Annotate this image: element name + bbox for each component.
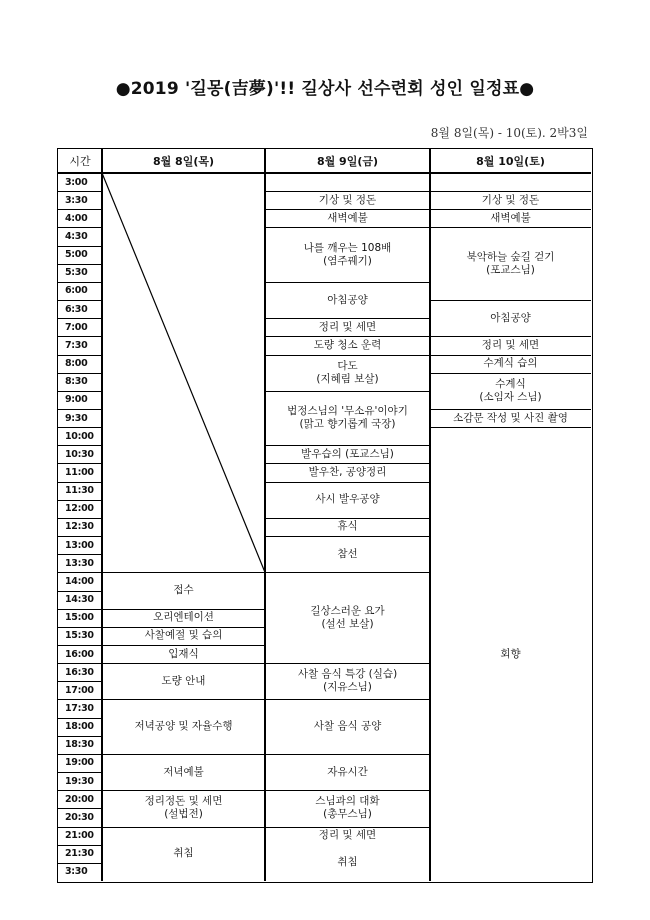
- time-slot-label: 19:00: [65, 757, 94, 769]
- grid-line: [58, 536, 102, 537]
- grid-line: [58, 191, 102, 192]
- time-slot-label: 9:30: [65, 412, 88, 424]
- day-column-header: 8월 9일(금): [316, 154, 379, 168]
- time-slot-label: 9:00: [65, 394, 88, 406]
- time-slot-label: 13:00: [65, 539, 94, 551]
- grid-line: [58, 863, 102, 864]
- grid-line: [58, 463, 102, 464]
- day1-event: 정리정돈 및 세면 (설법전): [144, 795, 223, 821]
- time-slot-label: 5:00: [65, 249, 88, 261]
- time-slot-label: 17:30: [65, 703, 94, 715]
- grid-line: [58, 845, 102, 846]
- grid-line: [58, 264, 102, 265]
- day2-event: 다도 (지혜림 보살): [316, 359, 379, 385]
- time-slot-label: 8:00: [65, 358, 88, 370]
- day2-event: 취침: [337, 856, 358, 869]
- day2-event: 도량 청소 운력: [313, 338, 382, 351]
- day2-event: 정리 및 세면: [318, 829, 377, 842]
- time-slot-label: 7:30: [65, 339, 88, 351]
- grid-line: [58, 554, 102, 555]
- day2-event: 법정스님의 '무소유'이야기 (맑고 향기롭게 국장): [287, 405, 408, 431]
- grid-line: [58, 645, 102, 646]
- day2-event: 발우찬, 공양정리: [308, 466, 387, 479]
- time-slot-label: 3:30: [65, 194, 88, 206]
- grid-line: [58, 409, 102, 410]
- time-slot-label: 10:00: [65, 430, 94, 442]
- diagonal-stroke: [102, 173, 265, 572]
- time-slot-label: 4:00: [65, 212, 88, 224]
- grid-line: [58, 500, 102, 501]
- grid-line: [58, 572, 102, 573]
- day2-event: 아침공양: [327, 293, 368, 306]
- time-column-header: 시간: [69, 154, 91, 168]
- grid-line: [58, 754, 102, 755]
- day1-event: 오리엔테이션: [153, 611, 214, 624]
- grid-line: [58, 391, 102, 392]
- time-slot-label: 16:30: [65, 666, 94, 678]
- grid-line: [58, 209, 102, 210]
- day1-event: 도량 안내: [161, 674, 206, 687]
- day2-event: 자유시간: [327, 765, 368, 778]
- day2-event: 스님과의 대화 (총무스님): [315, 795, 380, 821]
- time-slot-label: 6:30: [65, 303, 88, 315]
- grid-line: [58, 699, 102, 700]
- grid-line: [58, 318, 102, 319]
- day1-event: 사찰예절 및 습의: [144, 629, 223, 642]
- grid-line: [58, 227, 102, 228]
- day2-event: 정리 및 세면: [318, 320, 377, 333]
- day3-event: 수계식 (소임자 스님): [479, 377, 542, 403]
- grid-line: [58, 355, 102, 356]
- day1-event: 입재식: [168, 647, 199, 660]
- day2-event: 새벽예불: [327, 211, 368, 224]
- time-slot-label: 21:30: [65, 848, 94, 860]
- grid-line: [58, 427, 102, 428]
- time-slot-label: 18:30: [65, 739, 94, 751]
- day-column-header: 8월 10일(토): [476, 154, 545, 168]
- day1-event: 취침: [173, 847, 194, 860]
- grid-line: [58, 808, 102, 809]
- date-range-subtitle: 8월 8일(목) - 10(토). 2박3일: [430, 126, 588, 140]
- page-title: ●2019 '길몽(吉夢)'!! 길상사 선수련회 성인 일정표●: [115, 79, 535, 99]
- time-slot-label: 17:00: [65, 684, 94, 696]
- time-slot-label: 5:30: [65, 267, 88, 279]
- time-slot-label: 20:00: [65, 793, 94, 805]
- grid-line: [58, 373, 102, 374]
- day3-event: 기상 및 정돈: [481, 193, 540, 206]
- grid-line: [58, 336, 102, 337]
- time-slot-label: 4:30: [65, 231, 88, 243]
- grid-line: [58, 681, 102, 682]
- grid-line: [58, 300, 102, 301]
- time-slot-label: 3:00: [65, 176, 88, 188]
- day2-event: 사찰 음식 공양: [313, 720, 382, 733]
- time-slot-label: 15:00: [65, 612, 94, 624]
- day3-event: 아침공양: [490, 311, 531, 324]
- grid-line: [58, 663, 102, 664]
- day-column-header: 8월 8일(목): [152, 154, 215, 168]
- time-slot-label: 10:30: [65, 448, 94, 460]
- schedule-table: [57, 148, 593, 883]
- grid-line: [58, 282, 102, 283]
- day3-event: 수계식 습의: [483, 357, 538, 370]
- time-slot-label: 6:00: [65, 285, 88, 297]
- day3-event: 북악하늘 숲길 걷기 (포교스님): [466, 250, 555, 276]
- time-slot-label: 18:00: [65, 721, 94, 733]
- time-slot-label: 14:00: [65, 575, 94, 587]
- day2-event: 길상스러운 요가 (설선 보살): [310, 604, 385, 630]
- time-slot-label: 21:00: [65, 830, 94, 842]
- grid-line: [58, 609, 102, 610]
- day3-event: 소감문 작성 및 사진 촬영: [453, 411, 568, 424]
- time-slot-label: 12:30: [65, 521, 94, 533]
- time-slot-label: 11:00: [65, 467, 94, 479]
- time-slot-label: 3:30: [65, 866, 88, 878]
- grid-line: [58, 827, 102, 828]
- day2-event: 사찰 음식 특강 (실습) (지유스님): [297, 668, 398, 694]
- day2-event: 나를 깨우는 108배 (염주꿰기): [303, 241, 392, 267]
- grid-line: [58, 772, 102, 773]
- day2-event: 사시 발우공양: [315, 493, 380, 506]
- grid-line: [58, 736, 102, 737]
- grid-line: [58, 518, 102, 519]
- time-slot-label: 11:30: [65, 485, 94, 497]
- grid-line: [58, 718, 102, 719]
- time-slot-label: 20:30: [65, 811, 94, 823]
- time-slot-label: 12:00: [65, 503, 94, 515]
- time-slot-label: 7:00: [65, 321, 88, 333]
- time-slot-label: 16:00: [65, 648, 94, 660]
- day2-event: 참선: [337, 547, 358, 560]
- day3-event: 새벽예불: [490, 211, 531, 224]
- grid-line: [58, 246, 102, 247]
- day2-event: 휴식: [337, 520, 358, 533]
- grid-line: [58, 790, 102, 791]
- day3-event: 정리 및 세면: [481, 338, 540, 351]
- grid-line: [58, 482, 102, 483]
- time-slot-label: 14:30: [65, 594, 94, 606]
- time-slot-label: 8:30: [65, 376, 88, 388]
- time-slot-label: 15:30: [65, 630, 94, 642]
- time-slot-label: 13:30: [65, 557, 94, 569]
- day2-event: [266, 173, 429, 191]
- day2-event: 발우습의 (포교스님): [301, 447, 394, 460]
- day2-event: 기상 및 정돈: [318, 193, 377, 206]
- day3-event: [431, 173, 590, 191]
- time-slot-label: 19:30: [65, 775, 94, 787]
- day1-event: 저녁공양 및 자율수행: [134, 720, 233, 733]
- grid-line: [58, 591, 102, 592]
- day1-event: 접수: [173, 584, 194, 597]
- day1-event: 저녁예불: [163, 765, 204, 778]
- grid-line: [58, 445, 102, 446]
- day3-event: 회향: [500, 647, 521, 660]
- grid-line: [58, 627, 102, 628]
